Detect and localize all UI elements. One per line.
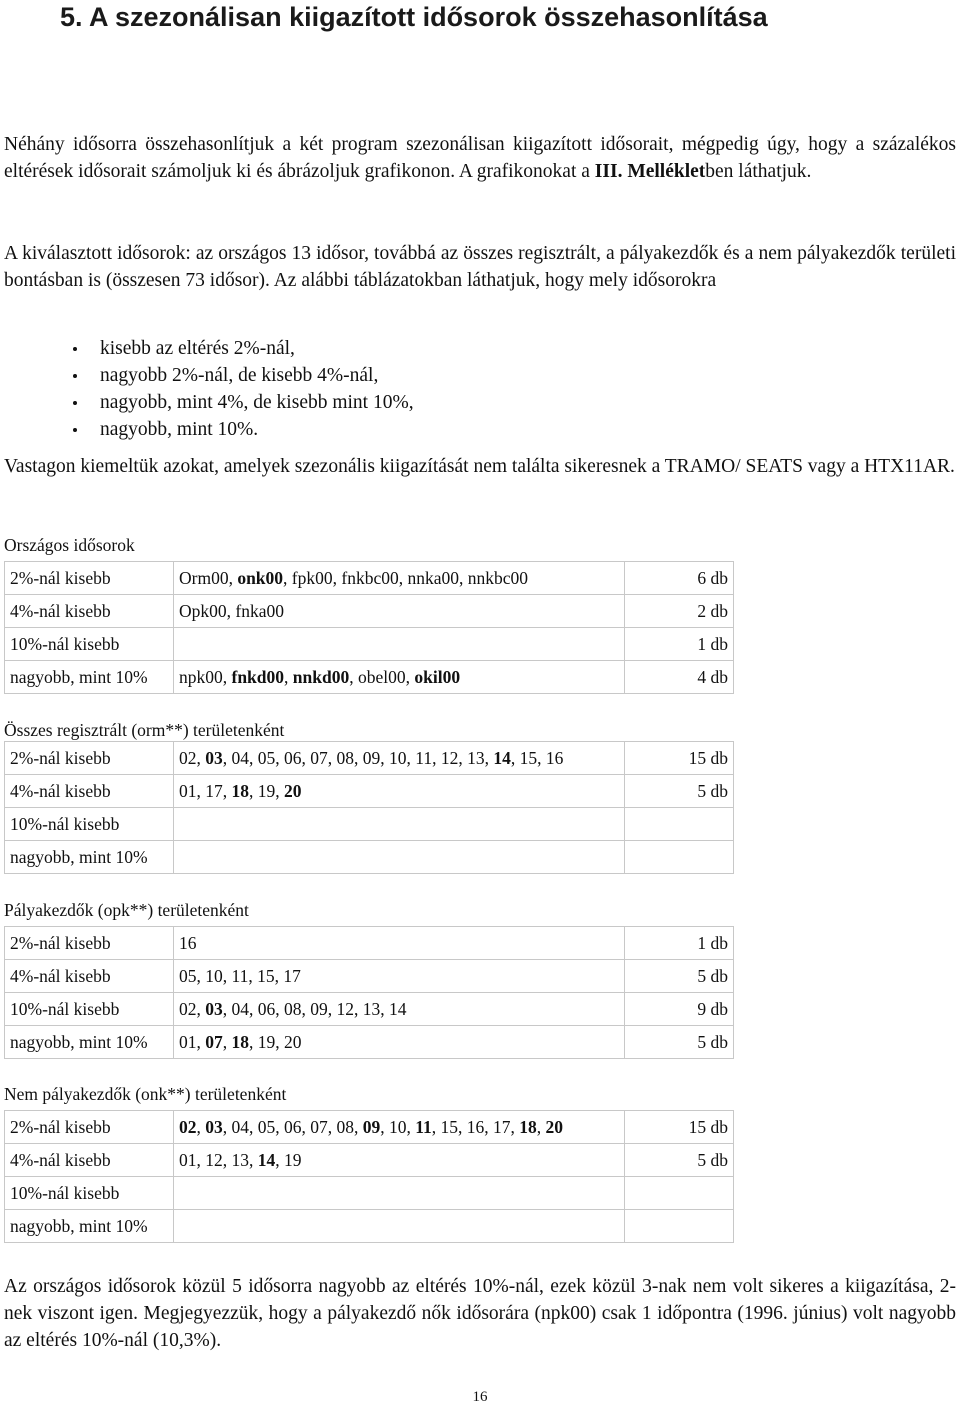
- series-code: 12: [336, 998, 354, 1019]
- table-row: nagyobb, mint 10%: [5, 841, 734, 874]
- intro-text-1: Néhány idősorra összehasonlítjuk a két program szezonálisan kiigazított idősorait, mégpedig úgy, hogy a százalékos eltérések idősorait számoljuk ki és ábrázoljuk grafikonon. A grafikonokat a: [4, 134, 956, 182]
- section-title: 5. A szezonálisan kiigazított idősorok összehasonlítása: [60, 2, 768, 32]
- series-code: 20: [284, 780, 302, 801]
- table-caption-non-career-starters: Nem pályakezdők (onk**) területenként: [4, 1084, 287, 1104]
- series-code: 12: [205, 1149, 223, 1170]
- items-cell: 05, 10, 11, 15, 17: [174, 960, 625, 993]
- series-code: 10: [389, 1116, 407, 1137]
- series-code: nnka00: [407, 567, 460, 588]
- table-row: 2%-nál kisebb 02, 03, 04, 05, 06, 07, 08, 09, 10, 11, 15, 16, 17, 18, 20 15 db: [5, 1111, 734, 1144]
- table-row: 2%-nál kisebb 02, 03, 04, 05, 06, 07, 08, 09, 10, 11, 12, 13, 14, 15, 16 15 db: [5, 742, 734, 775]
- series-code: 14: [493, 747, 511, 768]
- series-code: 09: [362, 1116, 381, 1137]
- series-code: 03: [205, 998, 223, 1019]
- series-code: 05: [179, 965, 197, 986]
- table-row: nagyobb, mint 10% 01, 07, 18, 19, 20 5 db: [5, 1026, 734, 1059]
- series-code: 17: [283, 965, 301, 986]
- series-code: 01: [179, 1031, 197, 1052]
- series-code: 04: [231, 747, 249, 768]
- bullet-icon: [73, 401, 77, 405]
- intro-bold-appendix: III. Melléklet: [594, 161, 706, 182]
- table-row: 2%-nál kisebb 16 1 db: [5, 927, 734, 960]
- series-code: 16: [545, 747, 564, 768]
- series-code: 01: [179, 780, 197, 801]
- series-code: fpk00: [291, 567, 333, 588]
- table-row: 10%-nál kisebb 1 db: [5, 628, 734, 661]
- series-code: 09: [362, 747, 381, 768]
- items-cell: [174, 1210, 625, 1243]
- series-code: 03: [205, 747, 223, 768]
- items-cell: [174, 628, 625, 661]
- conclusion-paragraph: Az országos idősorok közül 5 idősorra nagyobb az eltérés 10%-nál, ezek közül 3-nak nem volt sikeres a kiigazítása, 2-nek viszont igen. Megjegyezzük, hogy a pályakezdő nők idősorára (npk00) csak 1 időpontra (1996. június) volt nagyobb az eltérés 10%-nál (10,3%).: [4, 1276, 956, 1351]
- series-code: onk00: [237, 567, 284, 588]
- series-code: fnka00: [235, 600, 284, 621]
- series-code: nnkbc00: [467, 567, 529, 588]
- series-code: 09: [310, 998, 328, 1019]
- series-code: 12: [440, 747, 459, 768]
- bullet-icon: [73, 428, 77, 432]
- series-code: 14: [389, 998, 407, 1019]
- series-code: 16: [179, 932, 197, 953]
- series-code: 20: [545, 1116, 564, 1137]
- series-code: 08: [284, 998, 302, 1019]
- series-code: 02: [179, 1116, 197, 1137]
- items-cell: 02, 03, 04, 05, 06, 07, 08, 09, 10, 11, 15, 16, 17, 18, 20: [174, 1111, 625, 1144]
- series-code: 08: [336, 1116, 354, 1137]
- series-code: 10: [389, 747, 407, 768]
- bullet-list: [70, 335, 414, 443]
- series-code: 03: [205, 1116, 223, 1137]
- series-code: Orm00: [179, 567, 229, 588]
- series-code: 06: [284, 1116, 302, 1137]
- series-code: fnkd00: [231, 666, 285, 687]
- selection-paragraph: A kiválasztott idősorok: az országos 13 idősor, továbbá az összes regisztrált, a pályakezdők és a nem pályakezdők területi bontásban is (összesen 73 idősor). Az alábbi táblázatokban láthatjuk, hogy mely idősorokra: [4, 243, 956, 291]
- table-caption-career-starters: Pályakezdők (opk**) területenként: [4, 900, 249, 920]
- series-code: 17: [493, 1116, 511, 1137]
- series-code: 20: [284, 1031, 302, 1052]
- items-cell: 01, 17, 18, 19, 20: [174, 775, 625, 808]
- table-caption-national: Országos idősorok: [4, 535, 135, 555]
- table-row: 4%-nál kisebb 01, 17, 18, 19, 20 5 db: [5, 775, 734, 808]
- bullet-item: kisebb az eltérés 2%-nál,: [70, 335, 414, 362]
- series-code: 15: [257, 965, 275, 986]
- series-code: 02: [179, 998, 197, 1019]
- table-caption-registered: Összes regisztrált (orm**) területenként: [4, 720, 285, 740]
- page-number: 16: [472, 1389, 488, 1405]
- bullet-item: nagyobb, mint 4%, de kisebb mint 10%,: [70, 389, 414, 416]
- series-code: 15: [440, 1116, 459, 1137]
- items-cell: 02, 03, 04, 05, 06, 07, 08, 09, 10, 11, 12, 13, 14, 15, 16: [174, 742, 625, 775]
- table-row: 10%-nál kisebb 02, 03, 04, 06, 08, 09, 12, 13, 14 9 db: [5, 993, 734, 1026]
- series-code: okil00: [414, 666, 461, 687]
- series-code: 10: [205, 965, 223, 986]
- table-row: 4%-nál kisebb Opk00, fnka00 2 db: [5, 595, 734, 628]
- table-national: [4, 561, 734, 694]
- series-code: 05: [257, 747, 276, 768]
- series-code: npk00: [179, 666, 223, 687]
- table-row: 4%-nál kisebb 01, 12, 13, 14, 19 5 db: [5, 1144, 734, 1177]
- series-code: 19: [257, 1031, 276, 1052]
- series-code: 18: [231, 1031, 249, 1052]
- table-row: 4%-nál kisebb 05, 10, 11, 15, 17 5 db: [5, 960, 734, 993]
- bullet-item: nagyobb, mint 10%.: [70, 416, 414, 443]
- items-cell: Orm00, onk00, fpk00, fnkbc00, nnka00, nnkbc00: [174, 562, 625, 595]
- table-row: nagyobb, mint 10% npk00, fnkd00, nnkd00, obel00, okil00 4 db: [5, 661, 734, 694]
- items-cell: [174, 1177, 625, 1210]
- highlight-note-paragraph: Vastagon kiemeltük azokat, amelyek szezonális kiigazítását nem találta sikeresnek a TRAMO/ SEATS vagy a HTX11AR.: [4, 456, 955, 477]
- series-code: 11: [231, 965, 249, 986]
- table-row: 10%-nál kisebb: [5, 808, 734, 841]
- series-code: 13: [362, 998, 381, 1019]
- series-code: 11: [415, 747, 433, 768]
- bullet-icon: [73, 374, 77, 378]
- items-cell: [174, 927, 625, 960]
- series-code: 14: [257, 1149, 276, 1170]
- items-cell: [174, 808, 625, 841]
- series-code: 07: [310, 1116, 328, 1137]
- items-cell: 01, 07, 18, 19, 20: [174, 1026, 625, 1059]
- series-code: 18: [519, 1116, 537, 1137]
- series-code: 06: [284, 747, 302, 768]
- table-non-career-starters: [4, 1110, 734, 1243]
- series-code: 13: [231, 1149, 249, 1170]
- series-code: fnkbc00: [341, 567, 399, 588]
- bullet-icon: [73, 347, 77, 351]
- series-code: 04: [231, 998, 249, 1019]
- series-code: 19: [257, 780, 276, 801]
- items-cell: Opk00, fnka00: [174, 595, 625, 628]
- intro-paragraph: [4, 131, 956, 185]
- items-cell: 01, 12, 13, 14, 19: [174, 1144, 625, 1177]
- table-registered: [4, 741, 734, 874]
- table-career-starters: [4, 926, 734, 1059]
- series-code: 11: [415, 1116, 432, 1137]
- items-cell: [174, 841, 625, 874]
- items-cell: 02, 03, 04, 06, 08, 09, 12, 13, 14: [174, 993, 625, 1026]
- series-code: Opk00: [179, 600, 227, 621]
- series-code: 08: [336, 747, 354, 768]
- table-row: nagyobb, mint 10%: [5, 1210, 734, 1243]
- series-code: 19: [284, 1149, 302, 1170]
- series-code: 02: [179, 747, 197, 768]
- series-code: 07: [205, 1031, 223, 1052]
- series-code: 07: [310, 747, 328, 768]
- intro-text-2: ben láthatjuk.: [705, 161, 812, 182]
- table-row: 10%-nál kisebb: [5, 1177, 734, 1210]
- series-code: 05: [257, 1116, 276, 1137]
- items-cell: npk00, fnkd00, nnkd00, obel00, okil00: [174, 661, 625, 694]
- series-code: 16: [466, 1116, 485, 1137]
- series-code: 17: [205, 780, 223, 801]
- series-code: 01: [179, 1149, 197, 1170]
- bullet-item: nagyobb 2%-nál, de kisebb 4%-nál,: [70, 362, 414, 389]
- table-row: 2%-nál kisebb Orm00, onk00, fpk00, fnkbc00, nnka00, nnkbc00 6 db: [5, 562, 734, 595]
- series-code: 15: [519, 747, 538, 768]
- series-code: 18: [231, 780, 249, 801]
- series-code: nnkd00: [292, 666, 350, 687]
- series-code: obel00: [357, 666, 406, 687]
- series-code: 13: [467, 747, 485, 768]
- series-code: 04: [231, 1116, 249, 1137]
- series-code: 06: [257, 998, 276, 1019]
